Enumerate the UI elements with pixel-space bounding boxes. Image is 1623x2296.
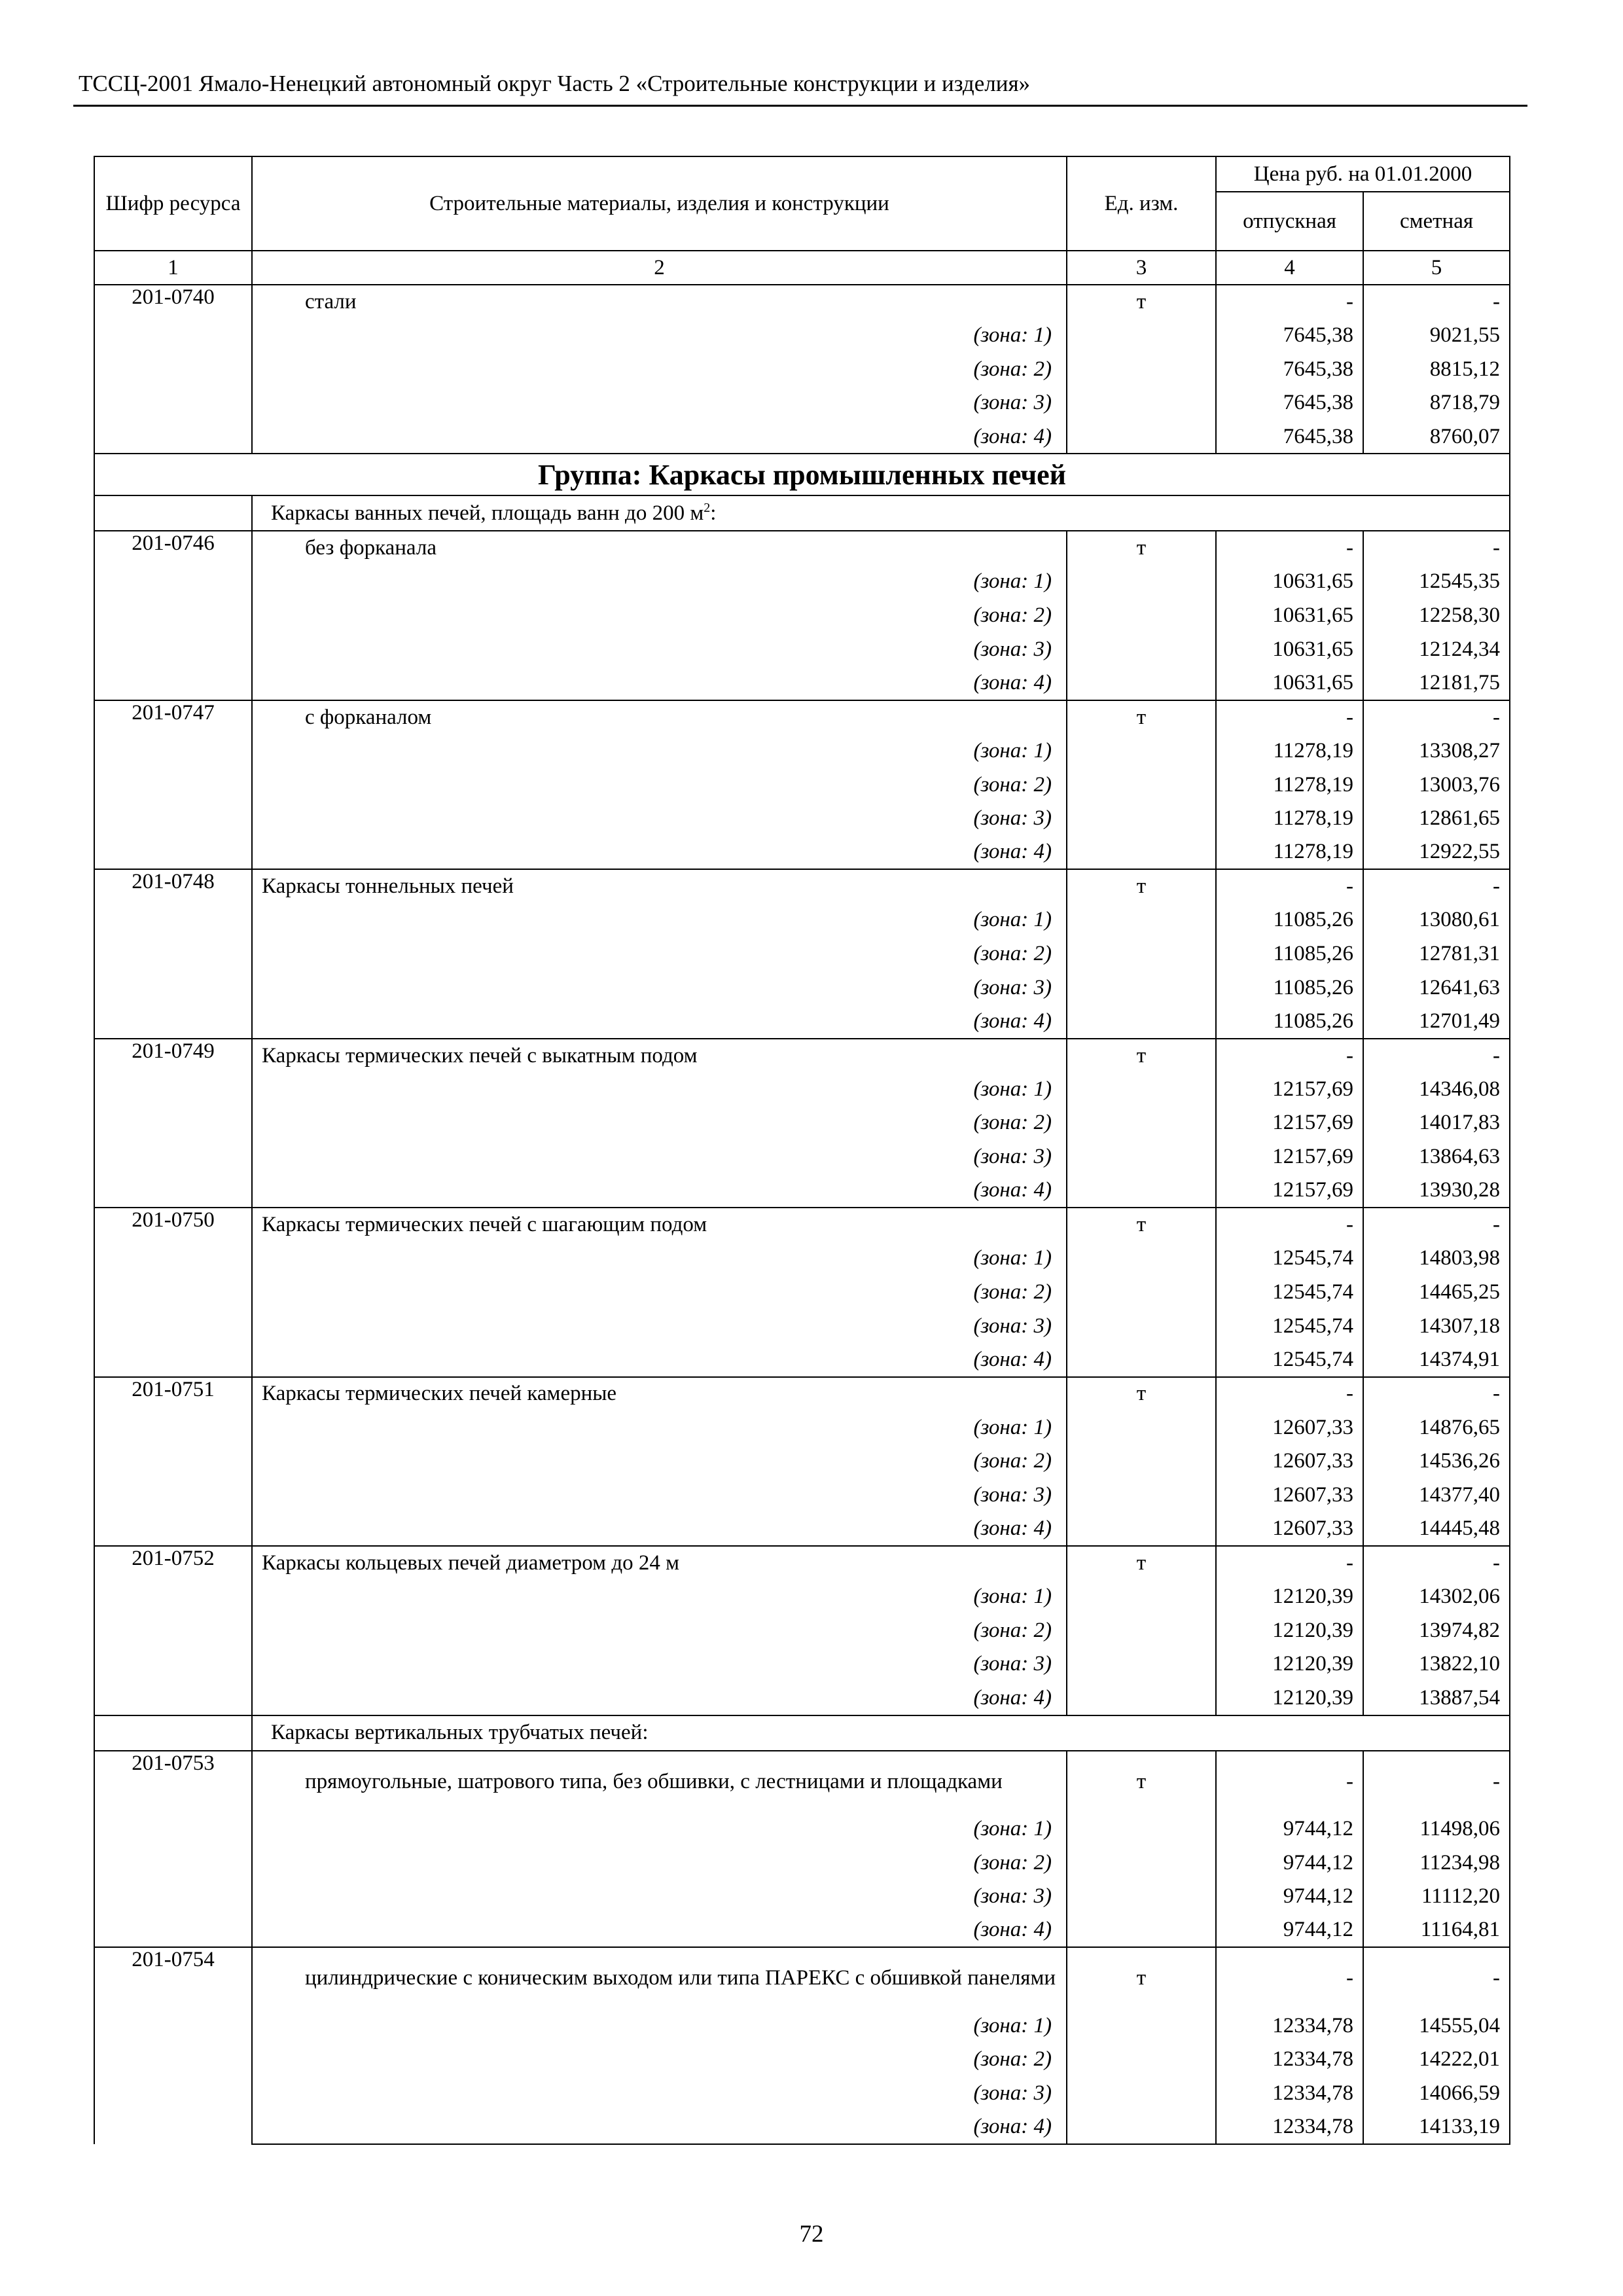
- unit-cell: [1067, 633, 1216, 667]
- estimate-price: 12701,49: [1363, 1005, 1510, 1039]
- estimate-price: 12545,35: [1363, 565, 1510, 599]
- release-price: 10631,65: [1216, 565, 1363, 599]
- estimate-price: -: [1363, 531, 1510, 565]
- zone-row: [94, 802, 1510, 836]
- zone-row: [94, 1846, 1510, 1880]
- item-name: без форканала: [252, 531, 1067, 565]
- estimate-price: 14222,01: [1363, 2043, 1510, 2077]
- subheading-bath-sup: 2: [704, 501, 711, 516]
- unit-cell: т: [1067, 1377, 1216, 1411]
- estimate-price: 14803,98: [1363, 1242, 1510, 1276]
- zone-label: (зона: 3): [252, 2077, 1067, 2111]
- release-price: 9744,12: [1216, 1846, 1363, 1880]
- release-price: 12157,69: [1216, 1072, 1363, 1106]
- item-name: цилиндрические с коническим выходом или типа ПАРЕКС с обшивкой панелями: [252, 1947, 1067, 2009]
- zone-row: [94, 1174, 1510, 1208]
- release-price: 7645,38: [1216, 319, 1363, 353]
- item-name: прямоугольные, шатрового типа, без обшивки, с лестницами и площадками: [252, 1751, 1067, 1812]
- resource-code: 201-0748: [94, 869, 252, 1038]
- release-price: -: [1216, 531, 1363, 565]
- estimate-price: 13822,10: [1363, 1647, 1510, 1681]
- zone-row: [94, 734, 1510, 768]
- estimate-price: 8815,12: [1363, 352, 1510, 386]
- release-price: 7645,38: [1216, 386, 1363, 420]
- zone-label: (зона: 3): [252, 802, 1067, 836]
- col-release-header: отпускная: [1216, 192, 1363, 251]
- unit-cell: [1067, 2077, 1216, 2111]
- estimate-price: 11498,06: [1363, 1812, 1510, 1846]
- release-price: -: [1216, 869, 1363, 903]
- col-name-header: Строительные материалы, изделия и конструкции: [252, 156, 1067, 251]
- release-price: 12607,33: [1216, 1512, 1363, 1546]
- estimate-price: -: [1363, 869, 1510, 903]
- resource-code: 201-0754: [94, 1947, 252, 2144]
- release-price: 12545,74: [1216, 1343, 1363, 1377]
- zone-row: [94, 1343, 1510, 1377]
- release-price: 11085,26: [1216, 903, 1363, 937]
- unit-cell: [1067, 1276, 1216, 1310]
- release-price: 12120,39: [1216, 1613, 1363, 1647]
- zone-row: [94, 1580, 1510, 1614]
- zone-row: [94, 2009, 1510, 2043]
- zone-label: (зона: 1): [252, 1242, 1067, 1276]
- unit-cell: [1067, 734, 1216, 768]
- release-price: 11278,19: [1216, 734, 1363, 768]
- resource-code: 201-0751: [94, 1377, 252, 1546]
- unit-cell: т: [1067, 1039, 1216, 1073]
- release-price: 12334,78: [1216, 2077, 1363, 2111]
- zone-label: (зона: 3): [252, 386, 1067, 420]
- subheading-row: [94, 495, 1510, 531]
- unit-cell: [1067, 1681, 1216, 1715]
- release-price: 11278,19: [1216, 836, 1363, 870]
- zone-label: (зона: 1): [252, 319, 1067, 353]
- estimate-price: 12781,31: [1363, 937, 1510, 971]
- unit-cell: т: [1067, 869, 1216, 903]
- release-price: 12120,39: [1216, 1647, 1363, 1681]
- estimate-price: -: [1363, 1377, 1510, 1411]
- item-name: Каркасы термических печей с выкатным подом: [252, 1039, 1067, 1073]
- subheading-bath-text: Каркасы ванных печей, площадь ванн до 200 м: [271, 501, 704, 526]
- resource-code: 201-0750: [94, 1208, 252, 1376]
- zone-label: (зона: 1): [252, 903, 1067, 937]
- release-price: 9744,12: [1216, 1812, 1363, 1846]
- subheading-bath: [252, 495, 1510, 531]
- zone-label: (зона: 4): [252, 1512, 1067, 1546]
- unit-cell: [1067, 903, 1216, 937]
- table-row: [94, 700, 1510, 734]
- unit-cell: т: [1067, 700, 1216, 734]
- unit-cell: [1067, 1880, 1216, 1914]
- zone-label: (зона: 4): [252, 1174, 1067, 1208]
- zone-label: (зона: 1): [252, 1580, 1067, 1614]
- col-unit-header: Ед. изм.: [1067, 156, 1216, 251]
- estimate-price: 11234,98: [1363, 1846, 1510, 1880]
- estimate-price: 14536,26: [1363, 1444, 1510, 1479]
- release-price: -: [1216, 1377, 1363, 1411]
- zone-row: [94, 1444, 1510, 1479]
- zone-label: (зона: 3): [252, 1309, 1067, 1343]
- release-price: 10631,65: [1216, 599, 1363, 633]
- release-price: -: [1216, 700, 1363, 734]
- unit-cell: [1067, 971, 1216, 1005]
- zone-row: [94, 971, 1510, 1005]
- zone-label: (зона: 2): [252, 1276, 1067, 1310]
- table-row: [94, 285, 1510, 319]
- zone-row: [94, 599, 1510, 633]
- unit-cell: [1067, 836, 1216, 870]
- col-number: 4: [1216, 251, 1363, 285]
- estimate-price: -: [1363, 1039, 1510, 1073]
- empty-cell: [94, 1715, 252, 1751]
- release-price: 11278,19: [1216, 768, 1363, 802]
- zone-row: [94, 565, 1510, 599]
- estimate-price: 8718,79: [1363, 386, 1510, 420]
- estimate-price: -: [1363, 700, 1510, 734]
- release-price: 12545,74: [1216, 1242, 1363, 1276]
- price-table: [94, 156, 1510, 2145]
- unit-cell: [1067, 1140, 1216, 1174]
- unit-cell: т: [1067, 1546, 1216, 1580]
- subheading-bath-tail: :: [710, 501, 717, 526]
- unit-cell: [1067, 768, 1216, 802]
- unit-cell: [1067, 1444, 1216, 1479]
- estimate-price: -: [1363, 1751, 1510, 1812]
- zone-row: [94, 1647, 1510, 1681]
- release-price: 12157,69: [1216, 1140, 1363, 1174]
- estimate-price: 13308,27: [1363, 734, 1510, 768]
- zone-row: [94, 633, 1510, 667]
- zone-row: [94, 1812, 1510, 1846]
- zone-row: [94, 319, 1510, 353]
- release-price: -: [1216, 1751, 1363, 1812]
- release-price: 12607,33: [1216, 1444, 1363, 1479]
- estimate-price: 12861,65: [1363, 802, 1510, 836]
- zone-label: (зона: 2): [252, 2043, 1067, 2077]
- release-price: -: [1216, 1039, 1363, 1073]
- unit-cell: [1067, 599, 1216, 633]
- zone-row: [94, 666, 1510, 700]
- zone-label: (зона: 4): [252, 836, 1067, 870]
- release-price: 12334,78: [1216, 2043, 1363, 2077]
- release-price: 12334,78: [1216, 2009, 1363, 2043]
- unit-cell: [1067, 1613, 1216, 1647]
- estimate-price: -: [1363, 1208, 1510, 1242]
- unit-cell: [1067, 1647, 1216, 1681]
- zone-label: (зона: 2): [252, 937, 1067, 971]
- subheading-vertical: [252, 1715, 1510, 1751]
- resource-code: 201-0747: [94, 700, 252, 869]
- estimate-price: 12258,30: [1363, 599, 1510, 633]
- estimate-price: -: [1363, 1947, 1510, 2009]
- unit-cell: [1067, 1005, 1216, 1039]
- unit-cell: [1067, 352, 1216, 386]
- release-price: -: [1216, 1947, 1363, 2009]
- zone-row: [94, 836, 1510, 870]
- unit-cell: т: [1067, 531, 1216, 565]
- zone-row: [94, 352, 1510, 386]
- zone-label: (зона: 3): [252, 971, 1067, 1005]
- zone-label: (зона: 2): [252, 352, 1067, 386]
- zone-row: [94, 2077, 1510, 2111]
- release-price: 12334,78: [1216, 2110, 1363, 2144]
- estimate-price: 12181,75: [1363, 666, 1510, 700]
- resource-code: 201-0752: [94, 1546, 252, 1715]
- estimate-price: 13887,54: [1363, 1681, 1510, 1715]
- table-row: [94, 1947, 1510, 2009]
- resource-code: 201-0749: [94, 1039, 252, 1208]
- release-price: 12607,33: [1216, 1410, 1363, 1444]
- zone-label: (зона: 4): [252, 420, 1067, 454]
- unit-cell: [1067, 1106, 1216, 1140]
- unit-cell: т: [1067, 285, 1216, 319]
- estimate-price: 14377,40: [1363, 1479, 1510, 1513]
- unit-cell: [1067, 1174, 1216, 1208]
- zone-label: (зона: 2): [252, 1613, 1067, 1647]
- unit-cell: т: [1067, 1751, 1216, 1812]
- estimate-price: 9021,55: [1363, 319, 1510, 353]
- estimate-price: 13974,82: [1363, 1613, 1510, 1647]
- col-number: 3: [1067, 251, 1216, 285]
- zone-label: (зона: 2): [252, 1846, 1067, 1880]
- zone-label: (зона: 4): [252, 1681, 1067, 1715]
- release-price: 12120,39: [1216, 1580, 1363, 1614]
- zone-label: (зона: 1): [252, 1812, 1067, 1846]
- zone-label: (зона: 3): [252, 633, 1067, 667]
- estimate-price: 14346,08: [1363, 1072, 1510, 1106]
- release-price: 12545,74: [1216, 1276, 1363, 1310]
- zone-row: [94, 1276, 1510, 1310]
- unit-cell: [1067, 1914, 1216, 1948]
- resource-code: 201-0746: [94, 531, 252, 700]
- estimate-price: -: [1363, 1546, 1510, 1580]
- zone-row: [94, 903, 1510, 937]
- unit-cell: [1067, 420, 1216, 454]
- release-price: -: [1216, 1546, 1363, 1580]
- estimate-price: 14066,59: [1363, 2077, 1510, 2111]
- zone-label: (зона: 1): [252, 1072, 1067, 1106]
- zone-row: [94, 386, 1510, 420]
- zone-label: (зона: 4): [252, 1914, 1067, 1948]
- zone-row: [94, 1512, 1510, 1546]
- zone-row: [94, 1880, 1510, 1914]
- header-rule: [73, 105, 1527, 107]
- release-price: 7645,38: [1216, 420, 1363, 454]
- zone-row: [94, 1479, 1510, 1513]
- estimate-price: 11112,20: [1363, 1880, 1510, 1914]
- zone-label: (зона: 2): [252, 599, 1067, 633]
- release-price: 10631,65: [1216, 633, 1363, 667]
- zone-label: (зона: 4): [252, 666, 1067, 700]
- resource-code: 201-0740: [94, 285, 252, 454]
- release-price: 9744,12: [1216, 1880, 1363, 1914]
- zone-label: (зона: 4): [252, 2110, 1067, 2144]
- zone-label: (зона: 1): [252, 2009, 1067, 2043]
- table-row: [94, 1377, 1510, 1411]
- zone-row: [94, 1410, 1510, 1444]
- zone-row: [94, 937, 1510, 971]
- page-number: 72: [799, 2221, 824, 2248]
- estimate-price: 12641,63: [1363, 971, 1510, 1005]
- col-code-header: Шифр ресурса: [94, 156, 252, 251]
- col-price-header: Цена руб. на 01.01.2000: [1216, 156, 1510, 192]
- estimate-price: 14302,06: [1363, 1580, 1510, 1614]
- table-row: [94, 869, 1510, 903]
- zone-label: (зона: 3): [252, 1880, 1067, 1914]
- zone-row: [94, 420, 1510, 454]
- zone-label: (зона: 2): [252, 1106, 1067, 1140]
- release-price: 11085,26: [1216, 1005, 1363, 1039]
- release-price: 7645,38: [1216, 352, 1363, 386]
- zone-label: (зона: 3): [252, 1479, 1067, 1513]
- group-title: Группа: Каркасы промышленных печей: [94, 454, 1510, 495]
- zone-row: [94, 1681, 1510, 1715]
- zone-label: (зона: 1): [252, 565, 1067, 599]
- item-name: с форканалом: [252, 700, 1067, 734]
- estimate-price: 14876,65: [1363, 1410, 1510, 1444]
- unit-cell: [1067, 1812, 1216, 1846]
- table-row: [94, 1546, 1510, 1580]
- estimate-price: 13930,28: [1363, 1174, 1510, 1208]
- table-row: [94, 531, 1510, 565]
- release-price: 12607,33: [1216, 1479, 1363, 1513]
- unit-cell: [1067, 937, 1216, 971]
- unit-cell: [1067, 1512, 1216, 1546]
- zone-row: [94, 1106, 1510, 1140]
- unit-cell: [1067, 802, 1216, 836]
- zone-label: (зона: 4): [252, 1005, 1067, 1039]
- item-name: стали: [252, 285, 1067, 319]
- unit-cell: [1067, 2043, 1216, 2077]
- zone-label: (зона: 3): [252, 1647, 1067, 1681]
- release-price: 12157,69: [1216, 1174, 1363, 1208]
- estimate-price: 14465,25: [1363, 1276, 1510, 1310]
- table-row: [94, 1751, 1510, 1812]
- zone-row: [94, 1140, 1510, 1174]
- zone-row: [94, 1914, 1510, 1948]
- estimate-price: 12922,55: [1363, 836, 1510, 870]
- item-name: Каркасы кольцевых печей диаметром до 24 м: [252, 1546, 1067, 1580]
- release-price: 11085,26: [1216, 971, 1363, 1005]
- unit-cell: [1067, 386, 1216, 420]
- estimate-price: 11164,81: [1363, 1914, 1510, 1948]
- subheading-row: [94, 1715, 1510, 1751]
- unit-cell: [1067, 565, 1216, 599]
- unit-cell: [1067, 1846, 1216, 1880]
- zone-label: (зона: 1): [252, 734, 1067, 768]
- zone-label: (зона: 1): [252, 1410, 1067, 1444]
- unit-cell: т: [1067, 1947, 1216, 2009]
- unit-cell: [1067, 319, 1216, 353]
- subheading-vertical-text: Каркасы вертикальных трубчатых печей:: [271, 1721, 649, 1744]
- unit-cell: т: [1067, 1208, 1216, 1242]
- release-price: 12157,69: [1216, 1106, 1363, 1140]
- estimate-price: 14445,48: [1363, 1512, 1510, 1546]
- zone-row: [94, 1613, 1510, 1647]
- release-price: 11085,26: [1216, 937, 1363, 971]
- estimate-price: 12124,34: [1363, 633, 1510, 667]
- col-number: 1: [94, 251, 252, 285]
- unit-cell: [1067, 1242, 1216, 1276]
- zone-row: [94, 1242, 1510, 1276]
- zone-row: [94, 2043, 1510, 2077]
- release-price: 10631,65: [1216, 666, 1363, 700]
- estimate-price: -: [1363, 285, 1510, 319]
- resource-code: 201-0753: [94, 1751, 252, 1948]
- zone-label: (зона: 3): [252, 1140, 1067, 1174]
- zone-label: (зона: 2): [252, 1444, 1067, 1479]
- release-price: -: [1216, 285, 1363, 319]
- release-price: 12545,74: [1216, 1309, 1363, 1343]
- estimate-price: 13003,76: [1363, 768, 1510, 802]
- unit-cell: [1067, 1309, 1216, 1343]
- estimate-price: 14307,18: [1363, 1309, 1510, 1343]
- item-name: Каркасы тоннельных печей: [252, 869, 1067, 903]
- unit-cell: [1067, 666, 1216, 700]
- unit-cell: [1067, 1410, 1216, 1444]
- zone-row: [94, 1005, 1510, 1039]
- table-row: [94, 1039, 1510, 1073]
- col-estimate-header: сметная: [1363, 192, 1510, 251]
- unit-cell: [1067, 1072, 1216, 1106]
- unit-cell: [1067, 1343, 1216, 1377]
- estimate-price: 14555,04: [1363, 2009, 1510, 2043]
- unit-cell: [1067, 2009, 1216, 2043]
- estimate-price: 14017,83: [1363, 1106, 1510, 1140]
- estimate-price: 14374,91: [1363, 1343, 1510, 1377]
- release-price: -: [1216, 1208, 1363, 1242]
- table-row: [94, 1208, 1510, 1242]
- zone-label: (зона: 4): [252, 1343, 1067, 1377]
- zone-row: [94, 2110, 1510, 2144]
- col-number: 5: [1363, 251, 1510, 285]
- release-price: 9744,12: [1216, 1914, 1363, 1948]
- zone-row: [94, 1072, 1510, 1106]
- estimate-price: 13864,63: [1363, 1140, 1510, 1174]
- zone-row: [94, 768, 1510, 802]
- zone-label: (зона: 2): [252, 768, 1067, 802]
- unit-cell: [1067, 1580, 1216, 1614]
- unit-cell: [1067, 1479, 1216, 1513]
- empty-cell: [94, 495, 252, 531]
- unit-cell: [1067, 2110, 1216, 2144]
- estimate-price: 8760,07: [1363, 420, 1510, 454]
- estimate-price: 14133,19: [1363, 2110, 1510, 2144]
- item-name: Каркасы термических печей камерные: [252, 1377, 1067, 1411]
- zone-row: [94, 1309, 1510, 1343]
- group-row: [94, 454, 1510, 495]
- release-price: 11278,19: [1216, 802, 1363, 836]
- page-header-title: ТССЦ-2001 Ямало-Ненецкий автономный округ Часть 2 «Строительные конструкции и изделия»: [79, 71, 1031, 96]
- estimate-price: 13080,61: [1363, 903, 1510, 937]
- col-number: 2: [252, 251, 1067, 285]
- release-price: 12120,39: [1216, 1681, 1363, 1715]
- item-name: Каркасы термических печей с шагающим подом: [252, 1208, 1067, 1242]
